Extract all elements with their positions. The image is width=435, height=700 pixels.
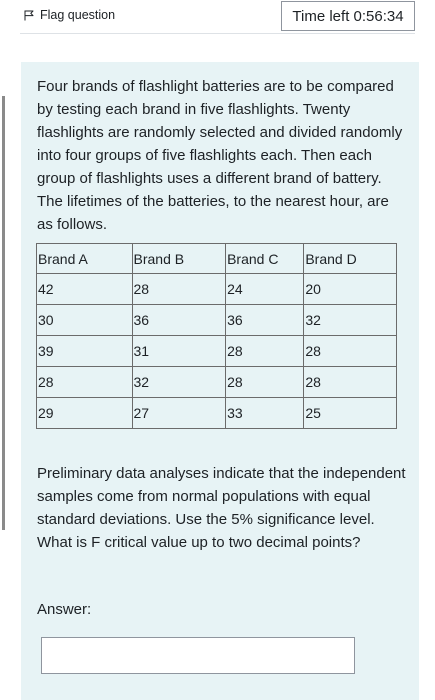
answer-label: Answer: <box>37 601 92 618</box>
flag-icon <box>24 10 34 21</box>
table-cell: 28 <box>132 274 226 305</box>
answer-input[interactable] <box>41 637 355 674</box>
table-row <box>37 336 397 367</box>
table-cell: 36 <box>132 305 226 336</box>
battery-lifetimes-table <box>36 243 397 429</box>
column-header: Brand C <box>226 244 304 274</box>
table-cell: 36 <box>226 305 304 336</box>
column-header: Brand A <box>37 244 133 274</box>
table-row <box>37 398 397 429</box>
question-text: Four brands of flashlight batteries are to be compared by testing each brand in five flashlights. Twenty flashlights are randomly selected and divided randomly into four groups of five flashlights each. Then each group of flashlights uses a different brand of battery. The lifetimes of the batteries, to the nearest hour, are as follows. <box>37 78 403 233</box>
table-cell: 31 <box>132 336 226 367</box>
table-cell: 27 <box>132 398 226 429</box>
table-cell: 28 <box>304 336 397 367</box>
question-instructions: Preliminary data analyses indicate that the independent samples come from normal populations with equal standard deviations. Use the 5% significance level. What is F critical value up to two decimal points? <box>37 465 406 551</box>
table-cell: 28 <box>226 336 304 367</box>
table-row <box>37 305 397 336</box>
scroll-indicator <box>2 96 5 530</box>
table-cell: 28 <box>226 367 304 398</box>
table-row <box>37 274 397 305</box>
table-cell: 39 <box>37 336 133 367</box>
table-header-row <box>37 244 397 274</box>
table-row <box>37 367 397 398</box>
table-cell: 32 <box>304 305 397 336</box>
table-cell: 33 <box>226 398 304 429</box>
table-cell: 28 <box>304 367 397 398</box>
table-cell: 20 <box>304 274 397 305</box>
table-cell: 29 <box>37 398 133 429</box>
time-left-timer: Time left 0:56:34 <box>281 1 415 31</box>
question-panel <box>21 62 419 700</box>
table-cell: 42 <box>37 274 133 305</box>
header-divider <box>20 33 415 34</box>
table-cell: 30 <box>37 305 133 336</box>
flag-question-button[interactable] <box>24 8 115 22</box>
table-cell: 32 <box>132 367 226 398</box>
flag-question-label: Flag question <box>40 8 116 22</box>
table-cell: 25 <box>304 398 397 429</box>
table-cell: 28 <box>37 367 133 398</box>
column-header: Brand D <box>304 244 397 274</box>
table-cell: 24 <box>226 274 304 305</box>
column-header: Brand B <box>132 244 226 274</box>
